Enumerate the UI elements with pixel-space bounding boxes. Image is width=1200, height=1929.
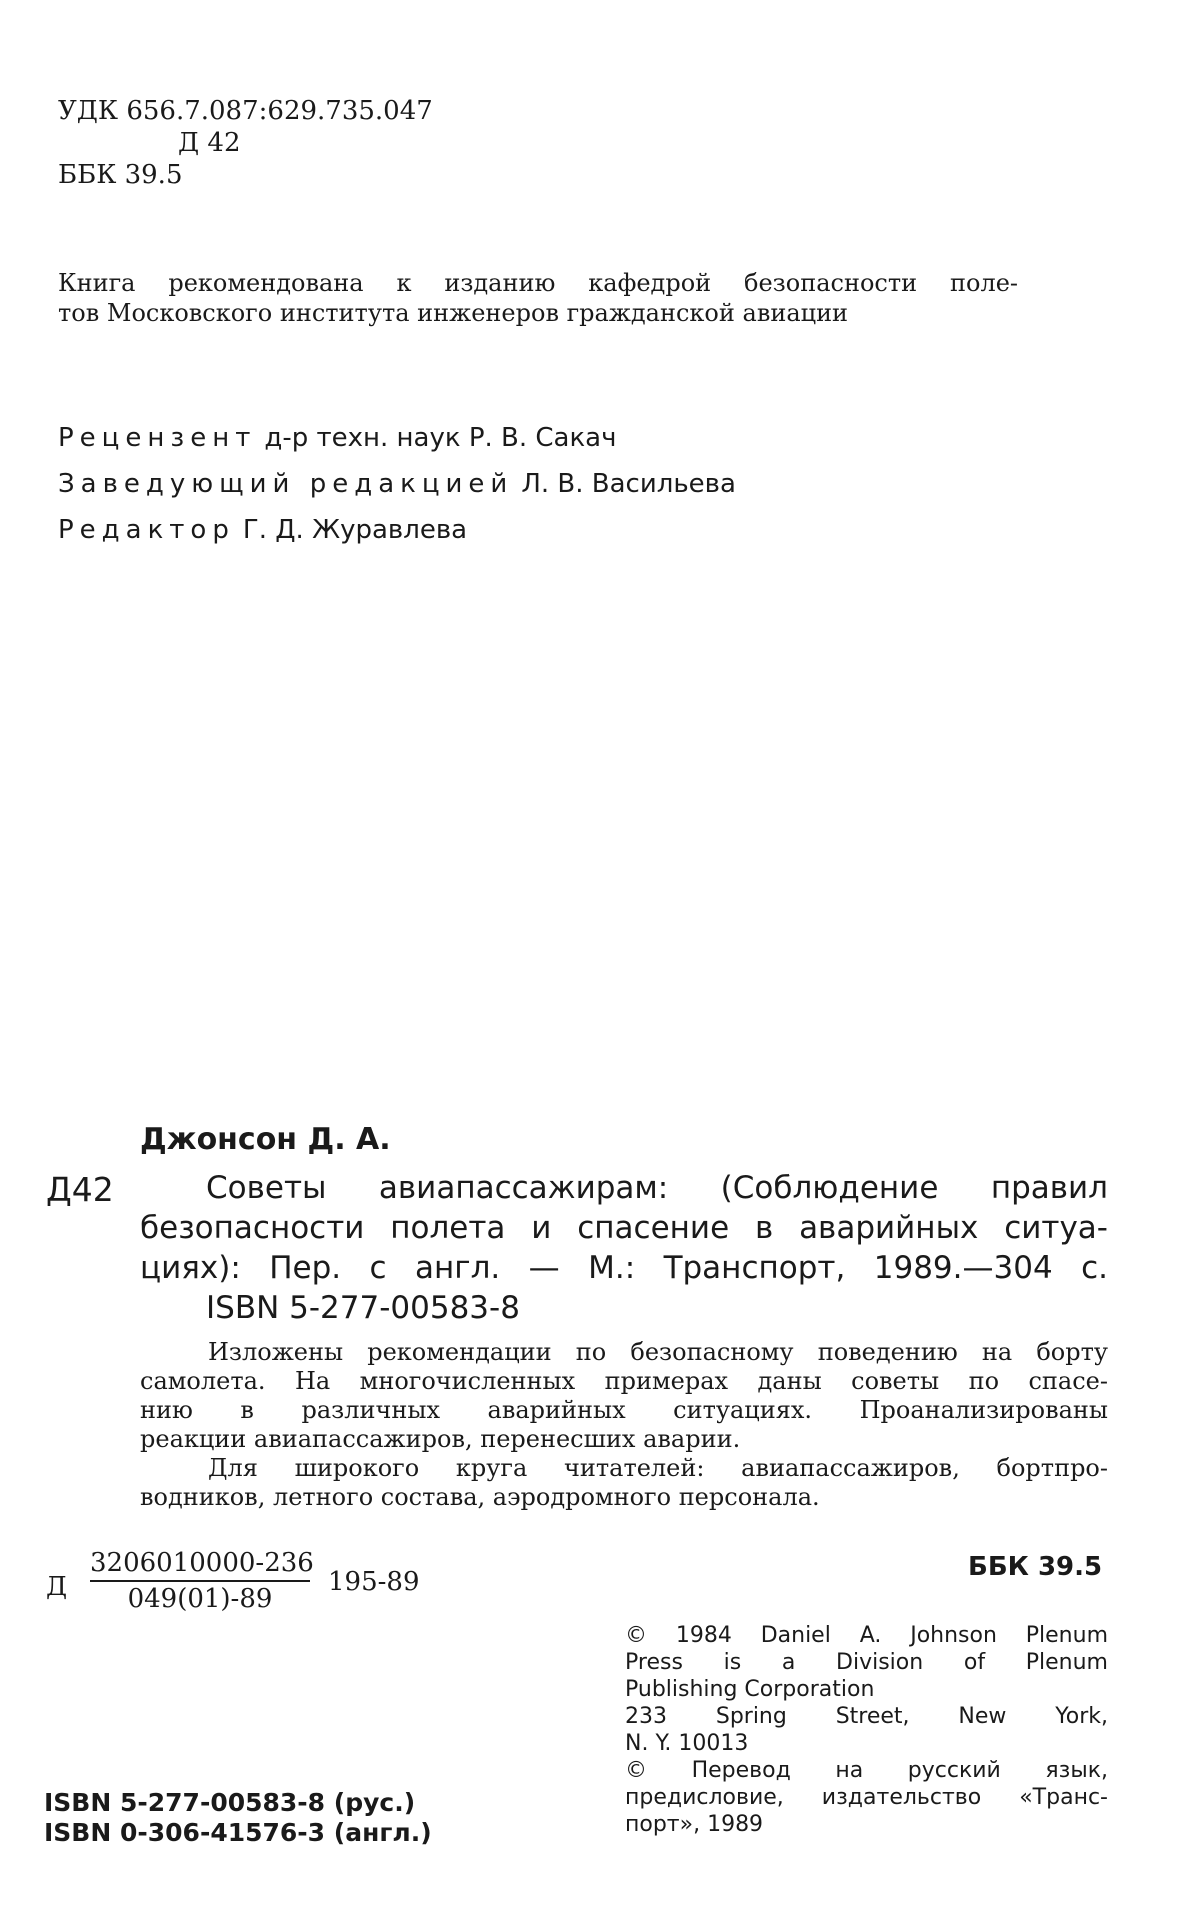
index-fraction — [90, 1548, 314, 1614]
head-editor-name: Л. В. Васильева — [521, 469, 736, 499]
bibliographic-description — [140, 1168, 1108, 1328]
index-bbk: ББК 39.5 — [968, 1552, 1103, 1582]
copyright-notice — [625, 1622, 1108, 1838]
copyright-line: Press is a Division of Plenum — [625, 1650, 1108, 1675]
reviewer-name: д-р техн. наук Р. В. Сакач — [264, 423, 617, 453]
isbn-russian: ISBN 5-277-00583-8 (рус.) — [44, 1788, 416, 1817]
index-suffix: 195-89 — [328, 1567, 420, 1597]
annotation-line: реакции авиапассажиров, перенесших аварии. — [140, 1425, 741, 1453]
isbn-list — [44, 1788, 432, 1848]
book-code: Д42 — [46, 1170, 114, 1209]
annotation-line: Изложены рекомендации по безопасному поведению на борту — [208, 1338, 1108, 1366]
head-editor-role: Заведующий редакцией — [58, 469, 514, 499]
editor-role: Редактор — [58, 515, 235, 545]
title-isbn: ISBN 5-277-00583-8 — [206, 1290, 520, 1326]
title-line: циях): Пер. с англ. — М.: Транспорт, 1989.—304 с. — [140, 1250, 1108, 1286]
editor-row — [58, 507, 736, 553]
recommendation-line: тов Московского института инженеров гражданской авиации — [58, 299, 849, 327]
editorial-staff — [58, 415, 736, 553]
head-editor-row — [58, 461, 736, 507]
book-author: Джонсон Д. А. — [140, 1122, 391, 1157]
isbn-english: ISBN 0-306-41576-3 (англ.) — [44, 1818, 432, 1847]
copyright-line: © 1984 Daniel A. Johnson Plenum — [625, 1623, 1108, 1648]
title-line: безопасности полета и спасение в аварийных ситуа- — [140, 1210, 1108, 1246]
reviewer-role: Рецензент — [58, 423, 257, 453]
annotation-line: Для широкого круга читателей: авиапассажиров, бортпро- — [208, 1454, 1108, 1482]
annotation-line: самолета. На многочисленных примерах даны советы по спасе- — [140, 1367, 1108, 1395]
recommendation-note — [58, 268, 1018, 328]
author-mark: Д 42 — [178, 128, 241, 158]
index-prefix: Д — [46, 1572, 68, 1602]
classification-block — [58, 95, 433, 191]
bbk-code: ББК 39.5 — [58, 160, 183, 190]
copyright-line: Publishing Corporation — [625, 1677, 875, 1702]
annotation — [140, 1338, 1108, 1512]
copyright-line: предисловие, издательство «Транс- — [625, 1785, 1108, 1810]
index-numerator: 3206010000-236 — [90, 1548, 310, 1582]
title-line: Советы авиапассажирам: (Соблюдение правил — [206, 1170, 1108, 1206]
index-denominator: 049(01)-89 — [127, 1584, 273, 1614]
copyright-line: N. Y. 10013 — [625, 1731, 749, 1756]
copyright-line: © Перевод на русский язык, — [625, 1758, 1108, 1783]
recommendation-line: Книга рекомендована к изданию кафедрой безопасности поле- — [58, 269, 1018, 297]
copyright-line: 233 Spring Street, New York, — [625, 1704, 1108, 1729]
reviewer-row — [58, 415, 736, 461]
udk-code: УДК 656.7.087:629.735.047 — [58, 96, 433, 126]
copyright-line: порт», 1989 — [625, 1812, 764, 1837]
annotation-line: водников, летного состава, аэродромного персонала. — [140, 1483, 820, 1511]
editor-name: Г. Д. Журавлева — [242, 515, 468, 545]
annotation-line: нию в различных аварийных ситуациях. Проанализированы — [140, 1396, 1108, 1424]
